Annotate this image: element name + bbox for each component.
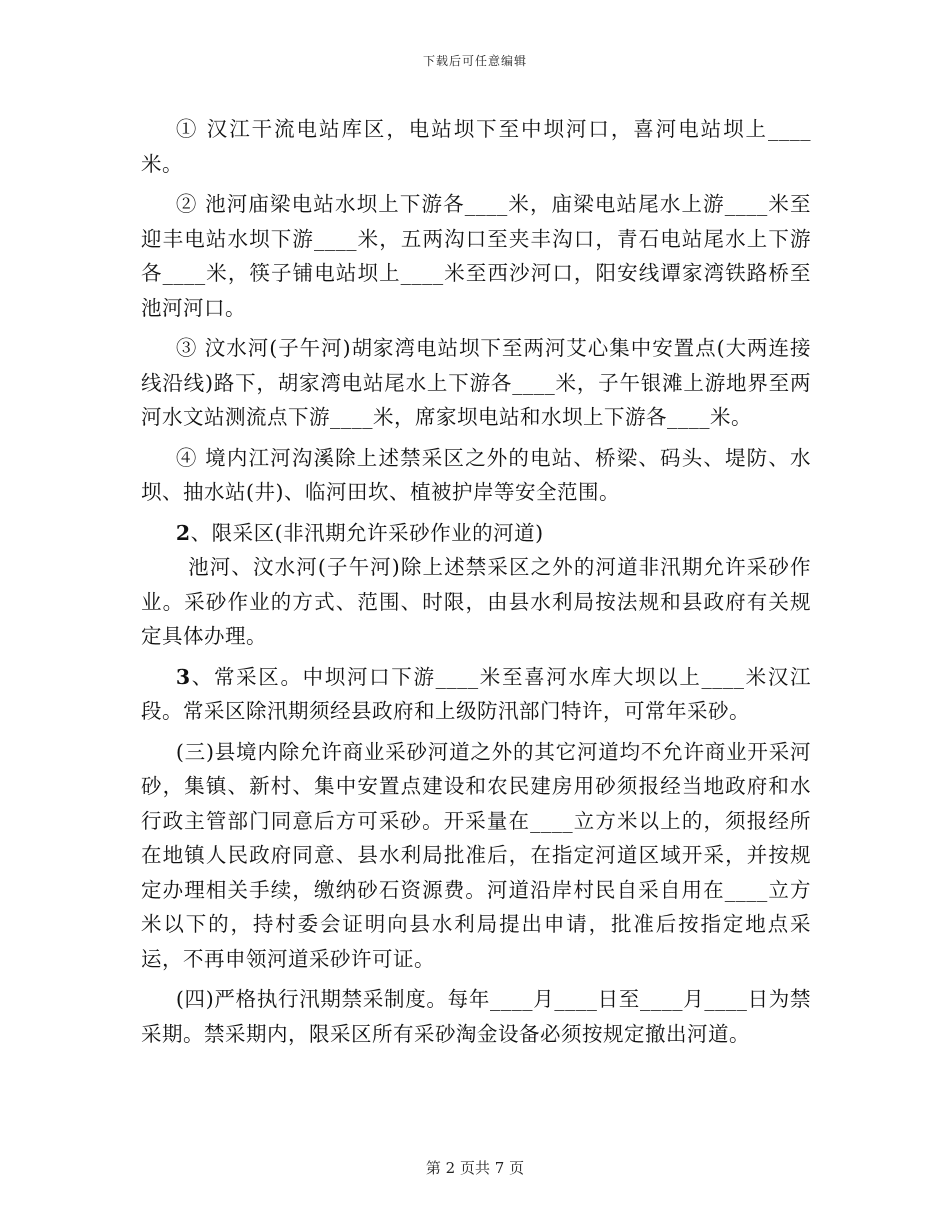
page-footer: 第 2 页共 7 页 bbox=[425, 1159, 525, 1177]
heading-limited-zone bbox=[141, 516, 811, 551]
section-number: 2 bbox=[175, 520, 191, 545]
paragraph-limited-zone: 池河、汶水河(子午河)除上述禁采区之外的河道非汛期允许采砂作业。采砂作业的方式、范围、时限，由县水利局按法规和县政府有关规定具体办理。 bbox=[141, 555, 811, 648]
heading-text: 、限采区(非汛期允许采砂作业的河道) bbox=[190, 520, 544, 545]
section-number: 3 bbox=[175, 664, 191, 689]
paragraph-forbidden-zone-1: ① 汉江干流电站库区，电站坝下至中坝河口，喜河电站坝上____米。 bbox=[141, 117, 811, 176]
paragraph-text: 、常采区。中坝河口下游____米至喜河水库大坝以上____米汉江段。常采区除汛期须经县政府和上级防汛部门特许，可常年采砂。 bbox=[141, 664, 811, 723]
paragraph-section-four: (四)严格执行汛期禁采制度。每年____月____日至____月____日为禁采期。禁采期内，限采区所有采砂淘金设备必须按规定撤出河道。 bbox=[141, 987, 811, 1046]
paragraph-forbidden-zone-3: ③ 汶水河(子午河)胡家湾电站坝下至两河艾心集中安置点(大两连接线沿线)路下，胡家湾电站尾水上下游各____米，子午银滩上游地界至两河水文站测流点下游____米，席家坝电站和水坝上下游各____米。 bbox=[141, 336, 811, 429]
paragraph-section-three: (三)县境内除允许商业采砂河道之外的其它河道均不允许商业开采河砂，集镇、新村、集中安置点建设和农民建房用砂须报经当地政府和水行政主管部门同意后方可采砂。开采量在____立方米以上的，须报经所在地镇人民政府同意、县水利局批准后，在指定河道区域开采，并按规定办理相关手续，缴纳砂石资源费。河道沿岸村民自采自用在____立方米以下的，持村委会证明向县水利局提出申请，批准后按指定地点采运，不再申领河道采砂许可证。 bbox=[141, 739, 811, 971]
document-body bbox=[141, 112, 811, 1051]
paragraph-forbidden-zone-4: ④ 境内江河沟溪除上述禁采区之外的电站、桥梁、码头、堤防、水坝、抽水站(井)、临河田坎、植被护岸等安全范围。 bbox=[141, 445, 811, 504]
page-header: 下载后可任意编辑 bbox=[422, 54, 527, 68]
paragraph-regular-zone bbox=[141, 660, 811, 729]
paragraph-forbidden-zone-2: ② 池河庙梁电站水坝上下游各____米，庙梁电站尾水上游____米至迎丰电站水坝下游____米，五两沟口至夹丰沟口，青石电站尾水上下游各____米，筷子铺电站坝上____米至西沙河口，阳安线谭家湾铁路桥至池河河口。 bbox=[141, 192, 811, 320]
